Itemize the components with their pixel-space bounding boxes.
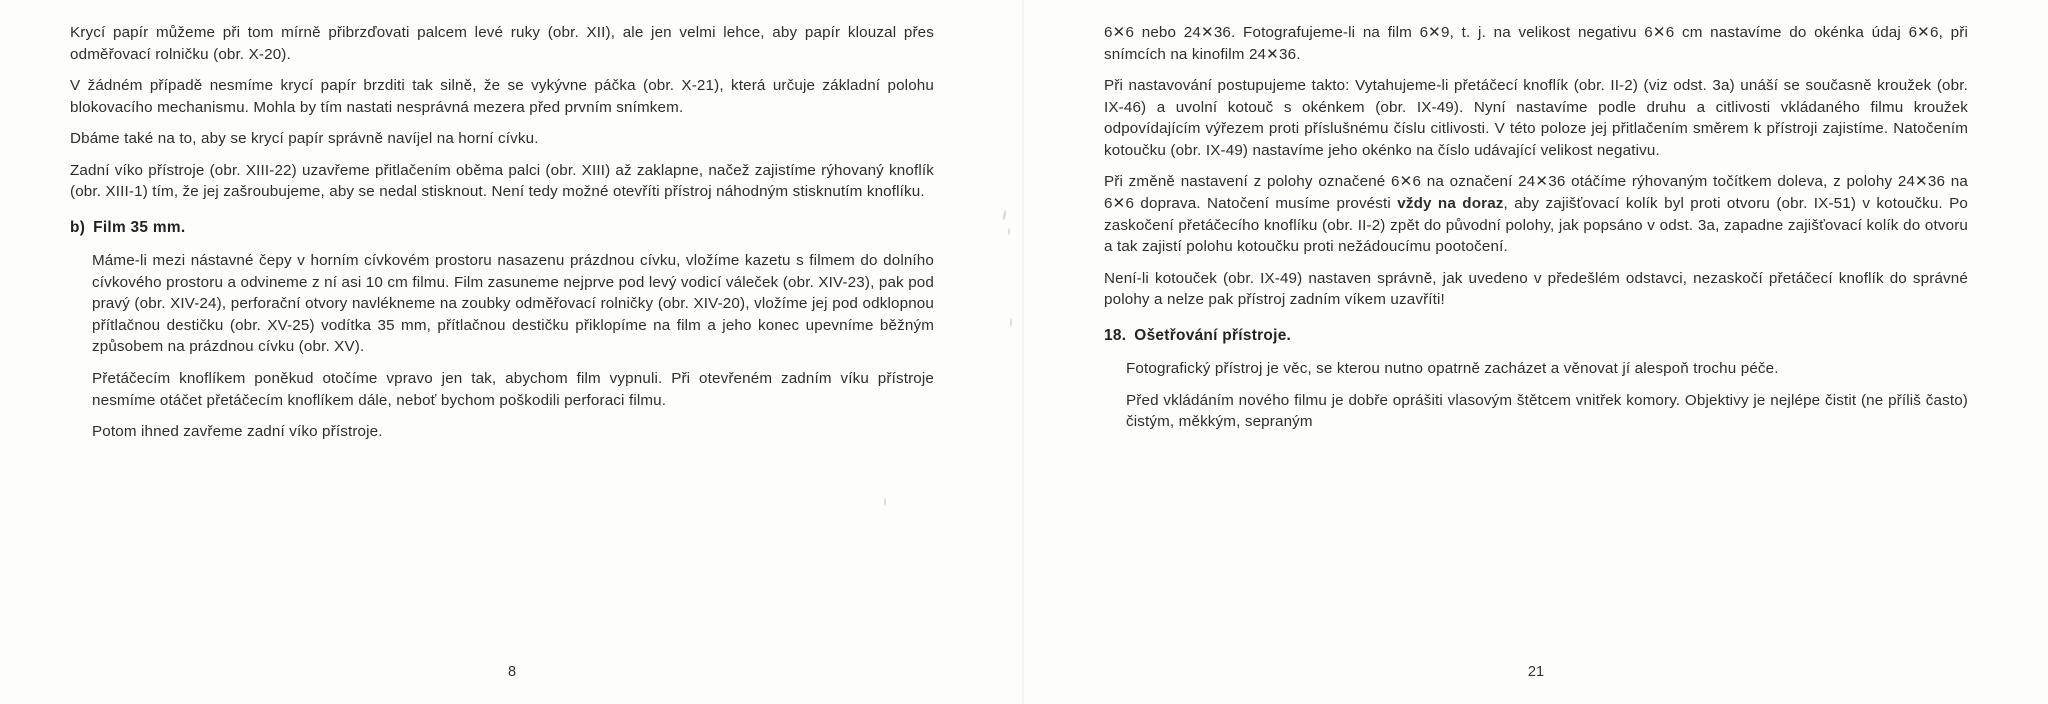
scan-artifact	[1010, 318, 1012, 327]
paragraph: Při nastavování postupujeme takto: Vytahujeme-li přetáčecí knoflík (obr. II-2) (viz odst. 3a) unáší se současně kroužek (obr. IX-46) a uvolní kotouč s okénkem (obr. IX-49). Nyní nastavíme podle druhu a citlivosti vkládaného filmu kroužek odpovídajícím výřezem proti příslušnému číslu citlivosti. V této poloze jej přitlačením směrem k přístroji zajistíme. Natočením kotoučku (obr. IX-49) nastavíme jeho okénko na číslo udávající velikost negativu.	[1104, 77, 1968, 159]
scan-artifact	[1008, 228, 1010, 235]
section-title: Ošetřování přístroje.	[1134, 326, 1292, 344]
paragraph: Krycí papír můžeme při tom mírně přibrzďovati palcem levé ruky (obr. XII), ale jen velmi lehce, aby papír klouzal přes odměřovací rolničku (obr. X-20).	[70, 24, 934, 63]
paragraph: Před vkládáním nového filmu je dobře oprášiti vlasovým štětcem vnitřek komory. Objektivy je nejlépe čistit (ne příliš často) čistým, měkkým, sepraným	[1126, 391, 1968, 431]
text-before-emphasis: Při změně nastavení z polohy označené 6✕6 na označení 24✕36 otáčíme rýhovaným točítkem doleva, z polohy 24✕36 na 6✕6 doprava. Natočení musíme provésti	[1104, 173, 1968, 213]
paragraph: V žádném případě nesmíme krycí papír brzditi tak silně, že se vykývne páčka (obr. X-21), která určuje základní polohu blokovacího mechanismu. Mohla by tím nastati nesprávná mezera před prvním snímkem.	[70, 77, 934, 116]
paragraph: Máme-li mezi nástavné čepy v horním cívkovém prostoru nasazenu prázdnou cívku, vložíme kazetu s filmem do dolního cívkového prostoru a odvineme z ní asi 10 cm filmu. Film zasuneme nejprve pod levý vodicí váleček (obr. XIV-23), pak pod pravý (obr. XIV-24), perforační otvory navlékneme na zoubky odměřovací rolničky (obr. XIV-20), vložíme jej pod odklopnou přítlačnou destičku (obr. XV-25) vodítka 35 mm, přítlačnou destičku přiklopíme na film a jeho konec upevníme běžným způsobem na prázdnou cívku (obr. XV).	[92, 252, 934, 356]
text-after-emphasis: , aby zajišťovací kolík byl proti otvoru (obr. IX-51) v kotoučku. Po zaskočení přetáčecího knoflíku (obr. II-2) zpět do původní polohy, jak popsáno v odst. 3a, zapadne zajišťovací kolík do otvoru a tak zajistí polohu kotoučku proti nežádoucímu pootočení.	[1104, 195, 1968, 256]
section-heading-film-35mm	[70, 219, 934, 237]
section-heading-osetrovani	[1104, 327, 1968, 345]
paragraph-with-emphasis	[1104, 171, 1968, 257]
section-body	[1104, 358, 1968, 433]
paragraph: Zadní víko přístroje (obr. XIII-22) uzavřeme přitlačením oběma palci (obr. XIII) až zaklapne, načež zajistíme rýhovaný knoflík (obr. XIII-1) tím, že jej zašroubujeme, aby se nedal stisknout. Není tedy možné otevříti přístroj náhodným stisknutím knoflíku.	[70, 161, 934, 201]
paragraph: Dbáme také na to, aby se krycí papír správně navíjel na horní cívku.	[70, 130, 539, 148]
paragraph: Přetáčecím knoflíkem poněkud otočíme vpravo jen tak, abychom film vypnuli. Při otevřeném zadním víku přístroje nesmíme otáčet přetáčecím knoflíkem dále, neboť bychom poškodili perforaci filmu.	[92, 369, 934, 409]
section-number: 18.	[1104, 326, 1127, 344]
paragraph: Fotografický přístroj je věc, se kterou nutno opatrně zacházet a věnovat jí alespoň trochu péče.	[1126, 359, 1779, 377]
scan-artifact	[884, 498, 886, 506]
section-body	[70, 250, 934, 443]
page-number-right: 21	[1527, 664, 1545, 680]
page-number-left: 8	[507, 664, 517, 680]
page-right	[1024, 0, 2048, 704]
paragraph: Není-li kotouček (obr. IX-49) nastaven správně, jak uvedeno v předešlém odstavci, nezaskočí přetáčecí knoflík do správné polohy a nelze pak přístroj zadním víkem uzavříti!	[1104, 269, 1968, 309]
paragraph: 6✕6 nebo 24✕36. Fotografujeme-li na film 6✕9, t. j. na velikost negativu 6✕6 cm nastavíme do okénka údaj 6✕6, při snímcích na kinofilm 24✕36.	[1104, 24, 1968, 63]
emphasized-text: vždy na doraz	[1397, 195, 1504, 213]
section-title: Film 35 mm.	[93, 219, 186, 237]
section-number: b)	[70, 219, 86, 237]
paragraph: Potom ihned zavřeme zadní víko přístroje.	[92, 423, 383, 441]
